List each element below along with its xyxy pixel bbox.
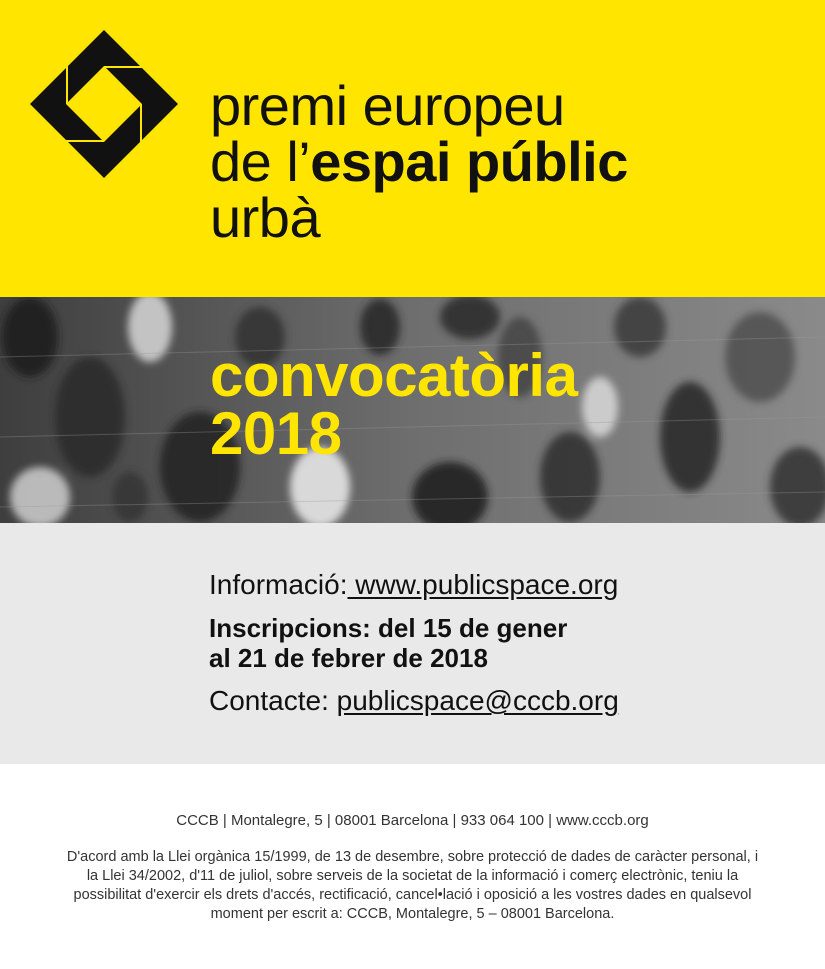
- inscriptions-line-2: al 21 de febrer de 2018: [209, 643, 488, 673]
- contact-email-link[interactable]: publicspace@cccb.org: [336, 685, 619, 716]
- title-line-2: [210, 130, 628, 193]
- footer-legal-notice: D'acord amb la Llei orgànica 15/1999, de 13 de desembre, sobre protecció de dades de caràcter personal, i la Llei 34/2002, d'11 de juliol, sobre serveis de la societat de la informació i comerç electrònic, teniu la possibilitat d'exercir els drets d'accés, rectificació, cancel•lació i oposició a les vostres dades en qualsevol moment per escrit a: CCCB, Montalegre, 5 – 08001 Barcelona.: [66, 849, 759, 922]
- footer: [0, 764, 825, 969]
- inscriptions-dates: [209, 613, 619, 673]
- title-line-2-prefix: de l’: [210, 130, 311, 193]
- info-row: [209, 569, 619, 601]
- award-title: [210, 74, 628, 249]
- call-heading: [210, 342, 578, 467]
- website-link[interactable]: www.publicspace.org: [347, 569, 619, 600]
- call-heading-line-1: convocatòria: [210, 342, 578, 409]
- title-line-1: premi europeu: [210, 74, 565, 137]
- call-heading-year: 2018: [210, 400, 342, 467]
- crowd-photo-banner: [0, 297, 825, 523]
- title-line-3: urbà: [210, 186, 321, 249]
- footer-address: CCCB | Montalegre, 5 | 08001 Barcelona | 933 064 100 | www.cccb.org: [176, 812, 649, 829]
- header-banner: [0, 0, 825, 297]
- title-line-2-bold: espai públic: [310, 130, 628, 193]
- inscriptions-line-1: Inscripcions: del 15 de gener: [209, 613, 568, 643]
- pinwheel-logo-icon: [30, 30, 178, 178]
- info-block: [209, 569, 619, 717]
- info-label: Informació:: [209, 569, 348, 600]
- contact-row: [209, 685, 619, 717]
- contact-label: Contacte:: [209, 685, 337, 716]
- info-section: [0, 523, 825, 764]
